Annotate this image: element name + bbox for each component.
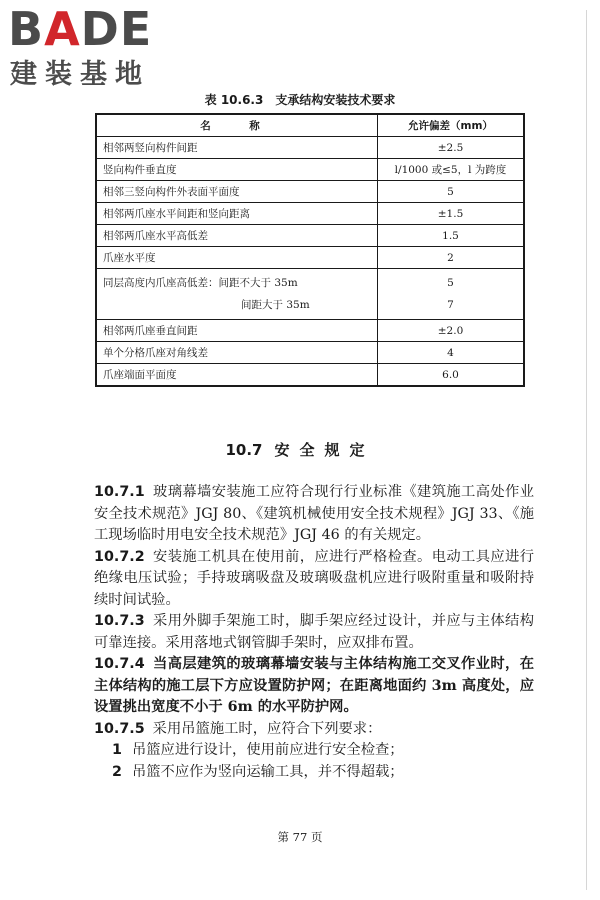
list-item — [94, 740, 534, 762]
section-heading — [0, 440, 600, 460]
table-row — [96, 364, 524, 387]
clause-text: 安装施工机具在使用前，应进行严格检查。电动工具应进行绝缘电压试验；手持玻璃吸盘及玻璃吸盘机应进行吸附重量和吸附持续时间试验。 — [94, 548, 534, 608]
table-row — [96, 247, 524, 269]
row-name: 相邻两爪座水平间距和竖向距离 — [96, 203, 378, 225]
table-row — [96, 137, 524, 159]
table-row — [96, 225, 524, 247]
row-value: 6.0 — [378, 364, 525, 387]
row-name-line-1: 同层高度内爪座高低差：间距不大于 35m — [103, 277, 298, 289]
clause-number: 10.7.2 — [94, 548, 145, 565]
table-row — [96, 159, 524, 181]
clauses-body — [94, 482, 534, 783]
row-value-line-2: 7 — [447, 299, 454, 311]
clause-text: 采用外脚手架施工时，脚手架应经过设计，并应与主体结构可靠连接。采用落地式钢管脚手架时，应双排布置。 — [94, 613, 534, 651]
row-name: 相邻两竖向构件间距 — [96, 137, 378, 159]
clause-number: 10.7.5 — [94, 720, 145, 737]
row-value: 5 — [378, 181, 525, 203]
table-row — [96, 203, 524, 225]
row-value: 1.5 — [378, 225, 525, 247]
row-value: l/1000 或≤5，l 为跨度 — [378, 159, 525, 181]
row-value-line-1: 5 — [447, 277, 454, 289]
row-value: ±2.5 — [378, 137, 525, 159]
clause — [94, 719, 534, 741]
logo-subtitle: 建装基地 — [10, 59, 150, 90]
row-name: 单个分格爪座对角线差 — [96, 342, 378, 364]
clause — [94, 547, 534, 612]
table-row — [96, 181, 524, 203]
item-text: 吊篮不应作为竖向运输工具，并不得超载； — [131, 763, 404, 780]
row-name — [96, 269, 378, 320]
row-value: ±2.0 — [378, 320, 525, 342]
row-name: 相邻三竖向构件外表面平面度 — [96, 181, 378, 203]
table-row — [96, 342, 524, 364]
item-text: 吊篮应进行设计，使用前应进行安全检查； — [131, 742, 404, 758]
row-value — [378, 269, 525, 320]
row-name: 相邻两爪座水平高低差 — [96, 225, 378, 247]
clause — [94, 611, 534, 654]
clause-number: 10.7.3 — [94, 613, 145, 629]
page-number: 第 77 页 — [277, 830, 323, 844]
row-name: 爪座水平度 — [96, 247, 378, 269]
clause-text: 采用吊篮施工时，应符合下列要求： — [152, 720, 382, 737]
logo-wordmark: BADE — [8, 2, 153, 56]
row-name: 爪座端面平面度 — [96, 364, 378, 387]
bade-logo — [8, 4, 176, 94]
row-value: 4 — [378, 342, 525, 364]
clause-number: 10.7.4 — [94, 656, 145, 672]
clause — [94, 482, 534, 547]
item-number: 2 — [112, 763, 122, 780]
row-name: 相邻两爪座垂直间距 — [96, 320, 378, 342]
table-header-row — [96, 114, 524, 137]
header-name: 名 称 — [96, 114, 378, 137]
table-caption: 表 10.6.3 支承结构安装技术要求 — [204, 93, 396, 107]
clause-text: 当高层建筑的玻璃幕墙安装与主体结构施工交叉作业时，在主体结构的施工层下方应设置防护网；在距离地面约 3m 高度处，应设置挑出宽度不小于 6m 的水平防护网。 — [94, 656, 534, 715]
table-row — [96, 269, 524, 320]
clause-number: 10.7.1 — [94, 484, 145, 500]
row-name-line-2: 间距大于 35m — [241, 299, 310, 311]
clause-text: 玻璃幕墙安装施工应符合现行行业标准《建筑施工高处作业安全技术规范》JGJ 80、《建筑机械使用安全技术规程》JGJ 33、《施工现场临时用电安全技术规范》JGJ 46 的有关规定。 — [94, 484, 534, 543]
section-title: 安全规定 — [274, 441, 375, 459]
list-item — [94, 762, 534, 784]
item-number: 1 — [112, 742, 122, 758]
section-number: 10.7 — [225, 441, 263, 459]
row-value: 2 — [378, 247, 525, 269]
table-row — [96, 320, 524, 342]
row-name: 竖向构件垂直度 — [96, 159, 378, 181]
header-tolerance: 允许偏差（mm） — [378, 114, 525, 137]
row-value: ±1.5 — [378, 203, 525, 225]
support-structure-table — [95, 113, 525, 387]
clause-mandatory — [94, 654, 534, 719]
